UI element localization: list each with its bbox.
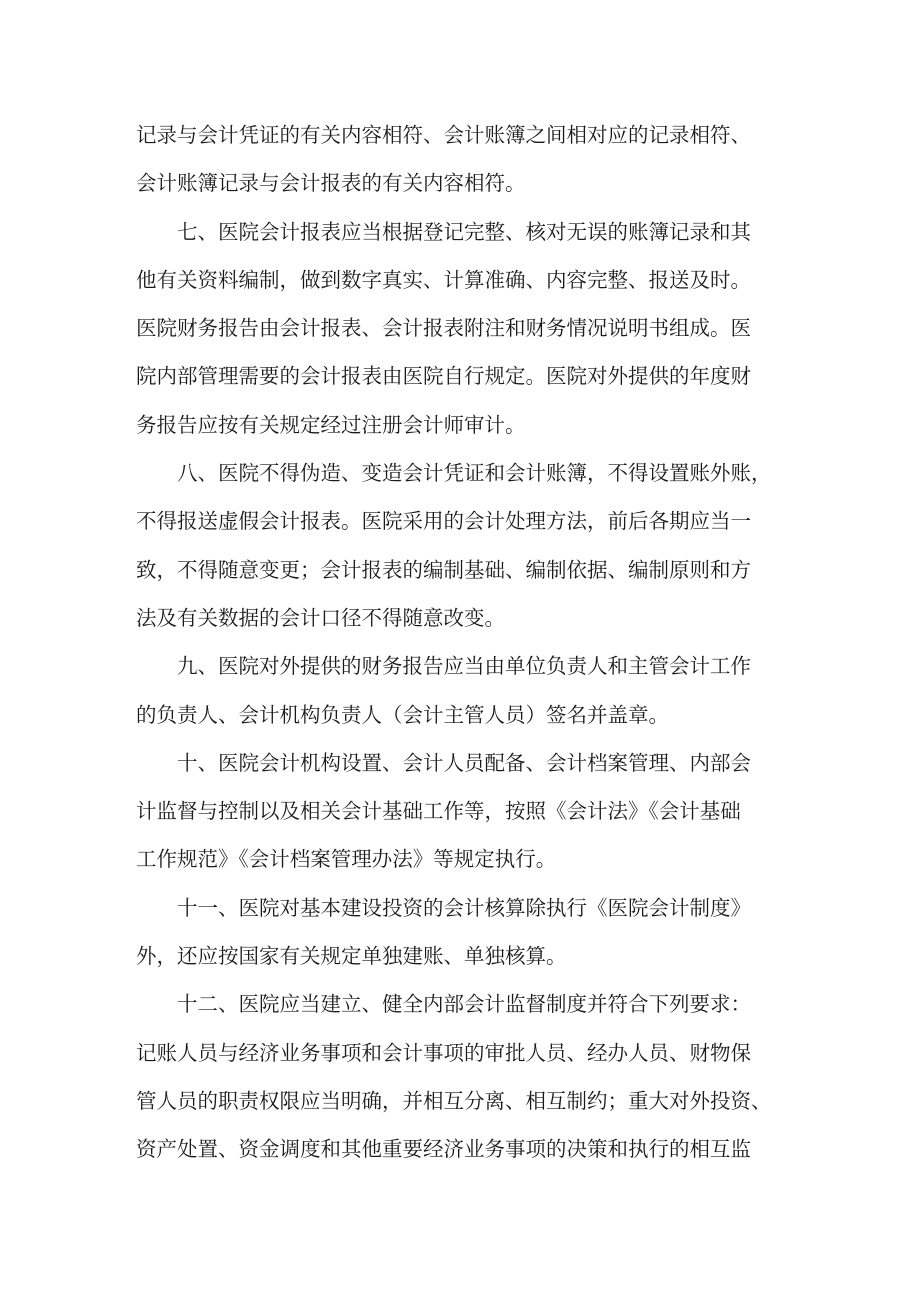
paragraph-line: 院内部管理需要的会计报表由医院自行规定。医院对外提供的年度财 [136,364,751,389]
paragraph-line: 十二、医院应当建立、健全内部会计监督制度并符合下列要求： [177,992,751,1017]
paragraph-line: 工作规范》《会计档案管理办法》等规定执行。 [136,847,557,872]
paragraph-line: 外，还应按国家有关规定单独建账、单独核算。 [136,944,567,969]
paragraph-line: 资产处置、资金调度和其他重要经济业务事项的决策和执行的相互监 [136,1137,751,1162]
paragraph-line: 十一、医院对基本建设投资的会计核算除执行《医院会计制度》 [177,895,751,920]
paragraph-line: 医院财务报告由会计报表、会计报表附注和财务情况说明书组成。医 [136,316,751,341]
paragraph-line: 记账人员与经济业务事项和会计事项的审批人员、经办人员、财物保 [136,1040,751,1065]
paragraph-line: 致，不得随意变更；会计报表的编制基础、编制依据、编制原则和方 [136,557,751,582]
paragraph-line: 十、医院会计机构设置、会计人员配备、会计档案管理、内部会 [177,750,751,775]
paragraph-line: 记录与会计凭证的有关内容相符、会计账簿之间相对应的记录相符、 [136,123,751,147]
paragraph-line: 他有关资料编制，做到数字真实、计算准确、内容完整、报送及时。 [136,267,751,292]
paragraph-line: 七、医院会计报表应当根据登记完整、核对无误的账簿记录和其 [177,219,751,244]
paragraph-line: 计监督与控制以及相关会计基础工作等，按照《会计法》《会计基础 [136,799,741,824]
paragraph-line: 管人员的职责权限应当明确，并相互分离、相互制约；重大对外投资、 [136,1088,772,1113]
paragraph-line: 法及有关数据的会计口径不得随意改变。 [136,605,505,630]
paragraph-line: 九、医院对外提供的财务报告应当由单位负责人和主管会计工作 [177,654,751,679]
paragraph-line: 会计账簿记录与会计报表的有关内容相符。 [136,171,526,196]
paragraph-line: 的负责人、会计机构负责人（会计主管人员）签名并盖章。 [136,702,669,727]
paragraph-line: 务报告应按有关规定经过注册会计师审计。 [136,412,526,437]
paragraph-line: 不得报送虚假会计报表。医院采用的会计处理方法，前后各期应当一 [136,509,751,534]
document-body [136,111,796,1174]
paragraph-line: 八、医院不得伪造、变造会计凭证和会计账簿，不得设置账外账， [177,461,772,486]
